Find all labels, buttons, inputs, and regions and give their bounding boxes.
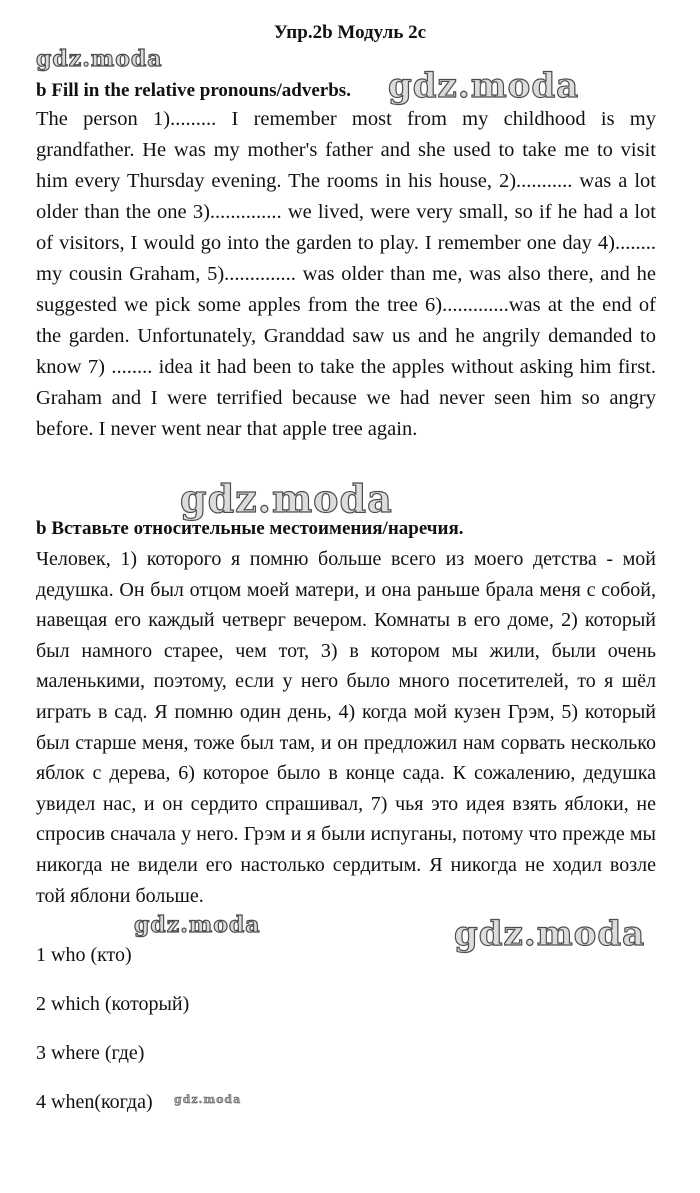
exercise-heading: b Fill in the relative pronouns/adverbs.	[36, 80, 351, 101]
answer-item: 1 who (кто)	[36, 944, 132, 966]
page-title: Упр.2b Модуль 2c	[273, 22, 427, 43]
watermark-logo: gdz.moda	[174, 1093, 242, 1106]
translation-paragraph: Человек, 1) которого я помню больше всего из моего детства - мой дедушка. Он был отцом моей матери, и она раньше брала меня с собой, навещая его каждый четверг вечером. Комнаты в его доме, 2) который был намного старее, чем тот, 3) в котором мы жили, были очень маленькими, поэтому, если у него было много посетителей, то я шёл играть в сад. Я помню один день, 4) когда мой кузен Грэм, 5) который был старше меня, тоже был там, и он предложил нам сорвать несколько яблок с дерева, 6) которое было в конце сада. К сожалению, дедушка увидел нас, и он сердито спрашивал, 7) чья это идея взять яблоки, не спросив сначала у него. Грэм и я были испуганы, потому что прежде мы никогда не видели его настолько сердитым. Я никогда не ходил возле той яблони больше.	[36, 548, 656, 907]
translation-heading: b Вставьте относительные местоимения/наречия.	[36, 518, 464, 539]
watermark-logo: gdz.moda	[134, 912, 261, 938]
watermark-logo: gdz.moda	[36, 46, 163, 72]
answer-item: 2 which (который)	[36, 993, 190, 1015]
exercise-paragraph: The person 1)......... I remember most from my childhood is my grandfather. He was my mother's father and she used to take me to visit him every Thursday evening. The rooms in his house, 2)........... was a lot older than the one 3).............. we lived, were very small, so if he had a lot of visitors, I would go into the garden to play. I remember one day 4)........ my cousin Graham, 5).............. was older than me, was also there, and he suggested we pick some apples from the tree 6).............was at the end of the garden. Unfortunately, Granddad saw us and he angrily demanded to know 7) ........ idea it had been to take the apples without asking him first. Graham and I were terrified because we had never seen him so angry before. I never went near that apple tree again.	[36, 108, 656, 440]
watermark-logo: gdz.moda	[388, 66, 580, 106]
answer-item: 4 when(когда)	[36, 1091, 153, 1113]
exercise-text	[36, 104, 656, 445]
watermark-logo: gdz.moda	[454, 914, 646, 954]
watermark-logo: gdz.moda	[180, 476, 393, 521]
answers-list	[36, 940, 189, 1136]
answer-item: 3 where (где)	[36, 1042, 145, 1064]
translation-text	[36, 544, 656, 911]
